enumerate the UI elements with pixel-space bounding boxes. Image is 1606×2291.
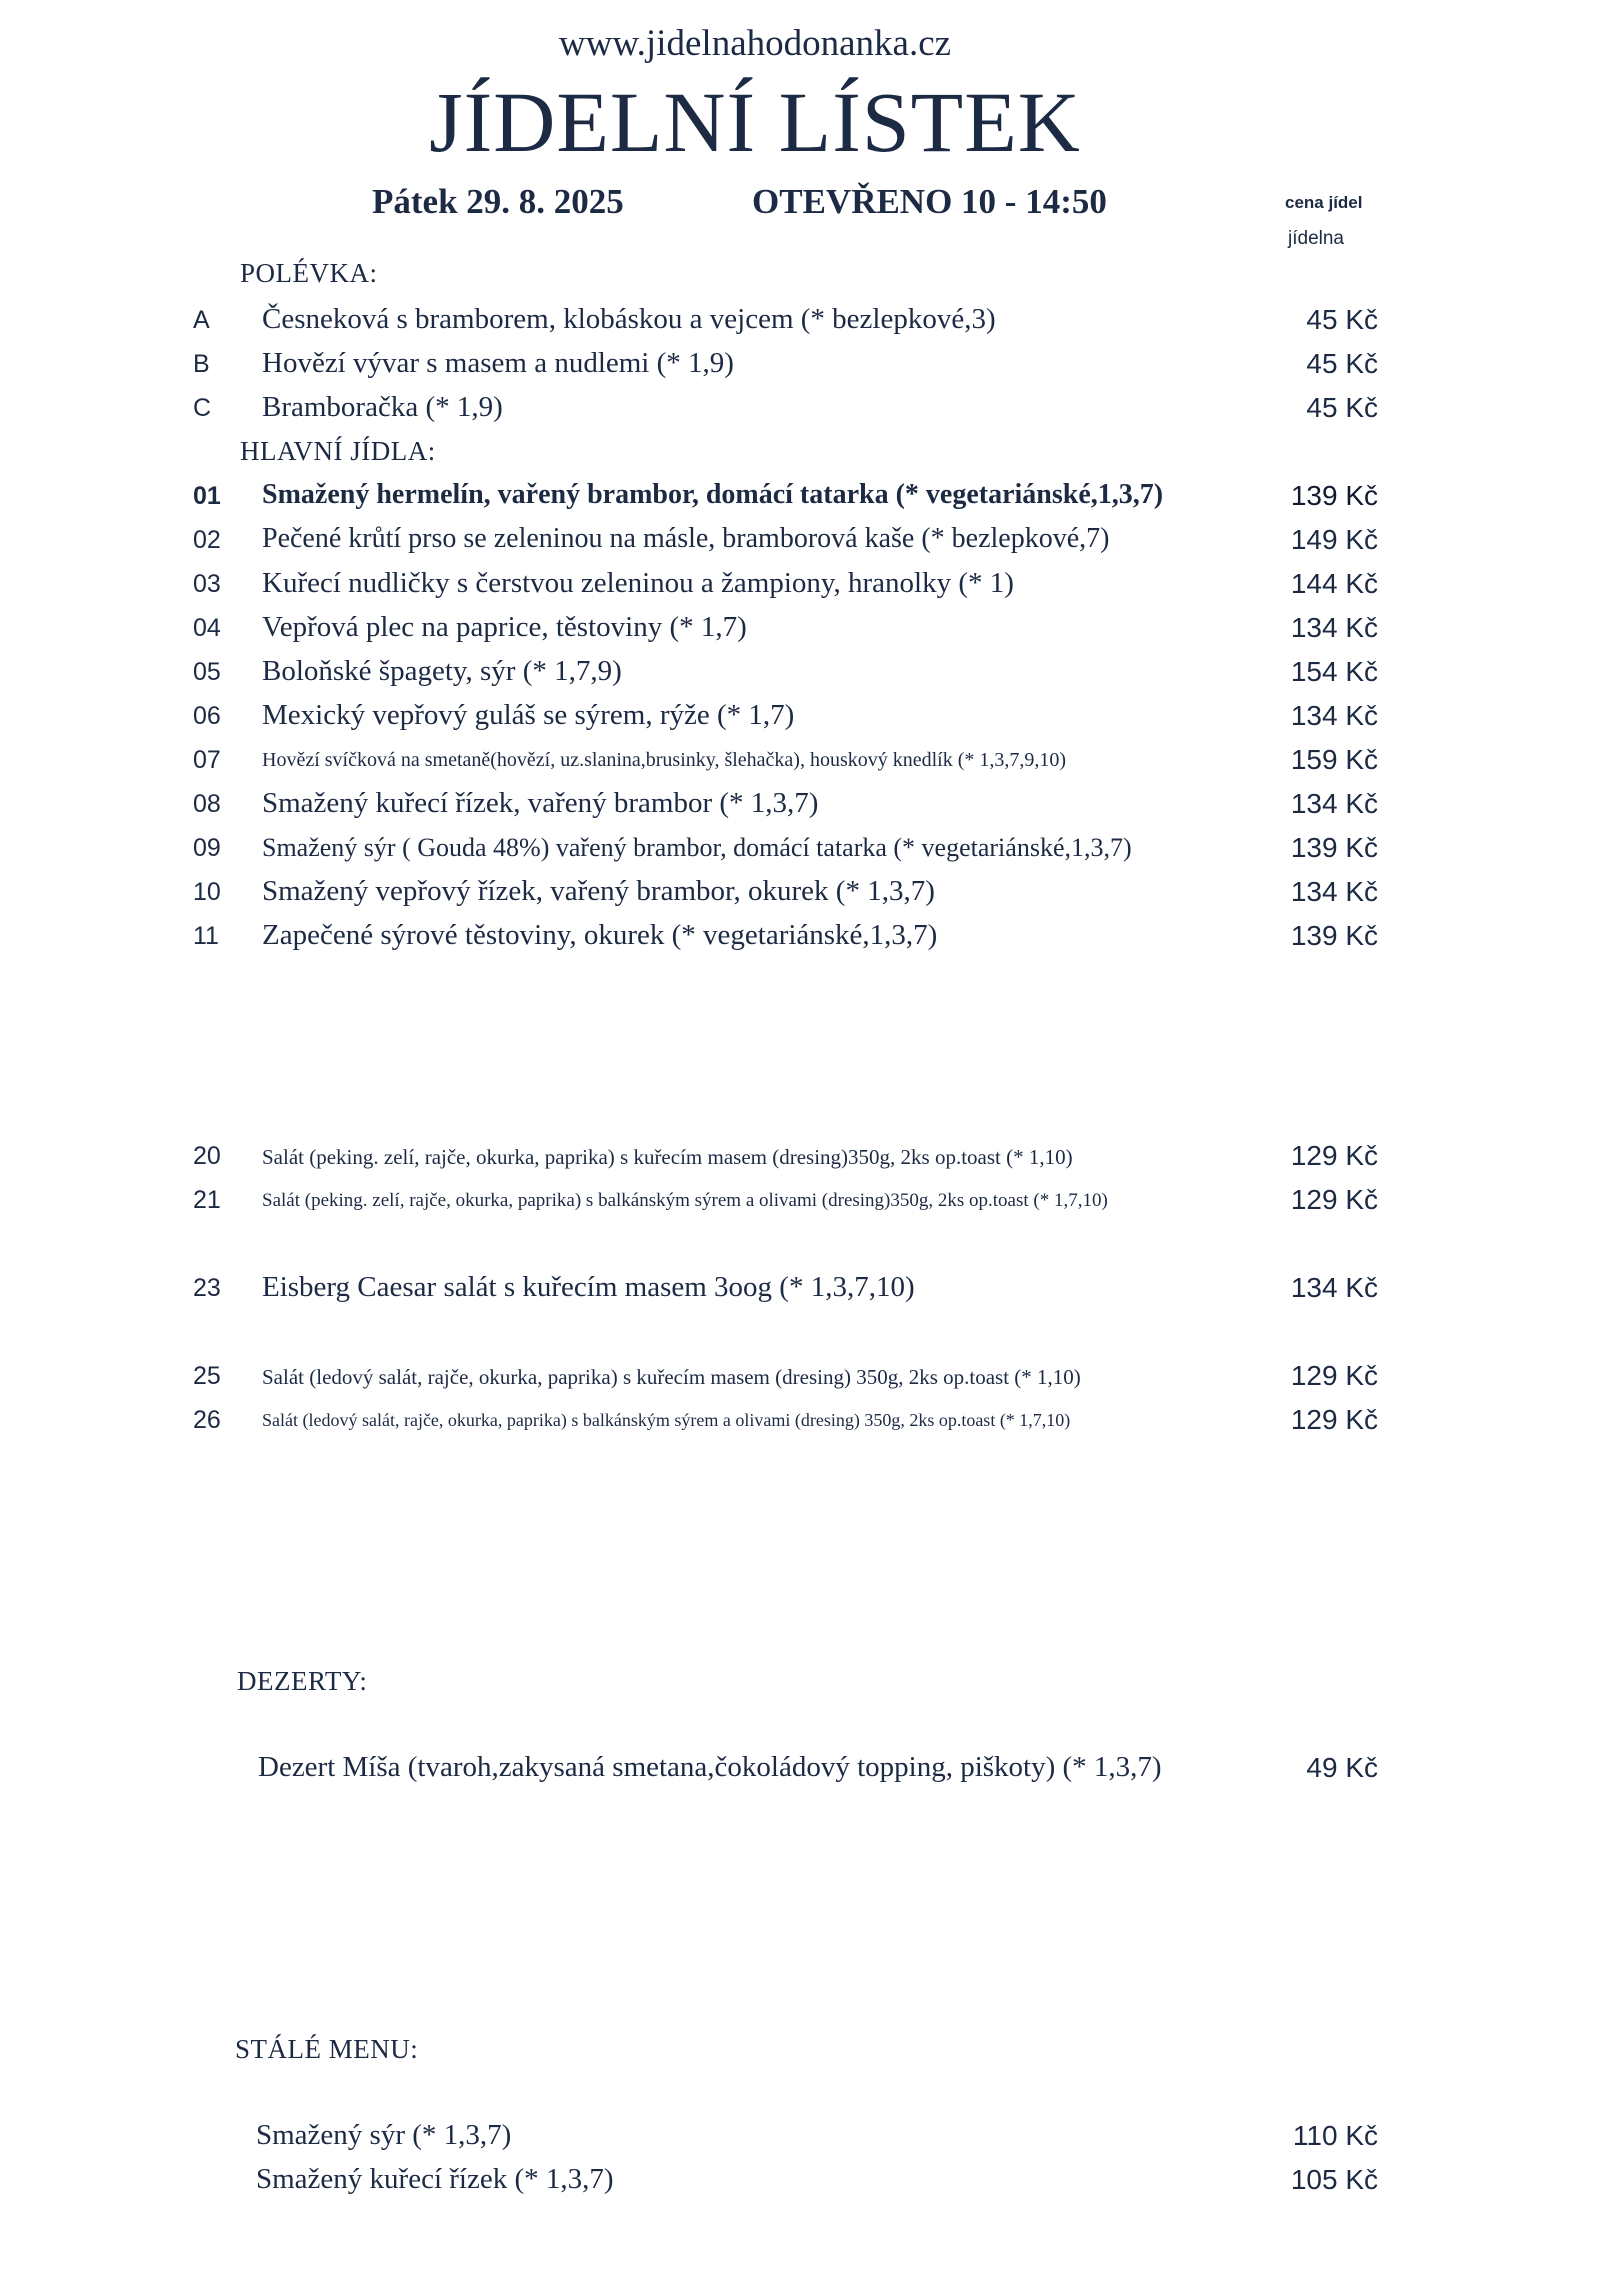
menu-item-salad-20 bbox=[0, 1138, 1606, 1178]
item-code: 07 bbox=[193, 746, 221, 774]
item-code: 21 bbox=[193, 1186, 221, 1214]
item-code: 05 bbox=[193, 658, 221, 686]
menu-item-main-01 bbox=[0, 478, 1606, 518]
item-code: B bbox=[193, 350, 210, 378]
menu-item-salad-23 bbox=[0, 1270, 1606, 1310]
item-name: Hovězí svíčková na smetaně(hovězí, uz.slanina,brusinky, šlehačka), houskový knedlík (* 1,3,7,9,10) bbox=[262, 749, 1067, 771]
item-code: 02 bbox=[193, 526, 221, 554]
item-code: 10 bbox=[193, 878, 221, 906]
item-code: 11 bbox=[193, 922, 219, 950]
item-name: Eisberg Caesar salát s kuřecím masem 3oog (* 1,3,7,10) bbox=[262, 1271, 915, 1303]
item-name: Smažený sýr (* 1,3,7) bbox=[256, 2119, 512, 2151]
menu-item-soup-b bbox=[0, 346, 1606, 386]
item-price: 134 Kč bbox=[1290, 700, 1378, 731]
price-column-label: cena jídel bbox=[1285, 193, 1363, 212]
menu-item-main-10 bbox=[0, 874, 1606, 914]
item-name: Pečené krůtí prso se zeleninou na másle, bramborová kaše (* bezlepkové,7) bbox=[262, 523, 1110, 554]
item-name: Mexický vepřový guláš se sýrem, rýže (* 1,7) bbox=[262, 699, 795, 731]
item-name: Salát (peking. zelí, rajče, okurka, paprika) s balkánským sýrem a olivami (dresing)350g, 2ks op.toast (* 1,7,10) bbox=[262, 1190, 1108, 1211]
item-price: 129 Kč bbox=[1290, 1404, 1378, 1435]
item-code: 20 bbox=[193, 1142, 221, 1170]
item-name: Hovězí vývar s masem a nudlemi (* 1,9) bbox=[262, 347, 734, 379]
menu-item-salad-25 bbox=[0, 1358, 1606, 1398]
item-price: 45 Kč bbox=[1306, 348, 1378, 379]
item-price: 49 Kč bbox=[1306, 1752, 1378, 1783]
item-price: 144 Kč bbox=[1290, 568, 1378, 599]
menu-item-standing-1 bbox=[0, 2118, 1606, 2158]
item-price: 154 Kč bbox=[1290, 656, 1378, 687]
menu-item-main-02 bbox=[0, 522, 1606, 562]
item-name: Zapečené sýrové těstoviny, okurek (* vegetariánské,1,3,7) bbox=[262, 919, 938, 951]
item-price: 134 Kč bbox=[1290, 612, 1378, 643]
item-name: Dezert Míša (tvaroh,zakysaná smetana,čokoládový topping, piškoty) (* 1,3,7) bbox=[258, 1751, 1162, 1783]
item-code: 04 bbox=[193, 614, 221, 642]
item-price: 110 Kč bbox=[1292, 2120, 1378, 2151]
item-name: Smažený kuřecí řízek (* 1,3,7) bbox=[256, 2163, 614, 2195]
item-name: Česneková s bramborem, klobáskou a vejcem (* bezlepkové,3) bbox=[262, 303, 996, 335]
item-code: 23 bbox=[193, 1274, 221, 1302]
item-code: A bbox=[193, 306, 210, 334]
menu-item-standing-2 bbox=[0, 2162, 1606, 2202]
menu-item-main-04 bbox=[0, 610, 1606, 650]
menu-item-dessert bbox=[0, 1750, 1606, 1790]
item-name: Kuřecí nudličky s čerstvou zeleninou a žampiony, hranolky (* 1) bbox=[262, 567, 1014, 599]
website-url: www.jidelnahodonanka.cz bbox=[558, 23, 952, 64]
menu-item-main-08 bbox=[0, 786, 1606, 826]
menu-item-main-11 bbox=[0, 918, 1606, 958]
item-code: C bbox=[193, 394, 212, 422]
item-name: Bramboračka (* 1,9) bbox=[262, 391, 503, 423]
opening-hours: OTEVŘENO 10 - 14:50 bbox=[752, 182, 1107, 221]
item-name: Smažený sýr ( Gouda 48%) vařený brambor, domácí tatarka (* vegetariánské,1,3,7) bbox=[262, 833, 1132, 862]
menu-item-main-05 bbox=[0, 654, 1606, 694]
item-price: 159 Kč bbox=[1290, 744, 1378, 775]
page-title: JÍDELNÍ LÍSTEK bbox=[429, 74, 1081, 170]
menu-item-salad-26 bbox=[0, 1402, 1606, 1442]
item-name: Salát (ledový salát, rajče, okurka, paprika) s balkánským sýrem a olivami (dresing) 350g, 2ks op.toast (* 1,7,10) bbox=[262, 1410, 1071, 1430]
menu-item-main-09 bbox=[0, 830, 1606, 870]
menu-item-soup-c bbox=[0, 390, 1606, 430]
item-code: 06 bbox=[193, 702, 221, 730]
item-price: 105 Kč bbox=[1290, 2164, 1378, 2195]
section-heading-soups: POLÉVKA: bbox=[240, 258, 378, 288]
section-heading-mains: HLAVNÍ JÍDLA: bbox=[240, 436, 436, 466]
item-price: 134 Kč bbox=[1290, 876, 1378, 907]
item-code: 08 bbox=[193, 790, 221, 818]
item-name: Vepřová plec na paprice, těstoviny (* 1,7) bbox=[262, 611, 747, 643]
item-name: Salát (ledový salát, rajče, okurka, paprika) s kuřecím masem (dresing) 350g, 2ks op.toast (* 1,10) bbox=[262, 1365, 1081, 1389]
item-price: 45 Kč bbox=[1306, 304, 1378, 335]
item-price: 129 Kč bbox=[1290, 1140, 1378, 1171]
item-price: 134 Kč bbox=[1290, 788, 1378, 819]
menu-item-main-07 bbox=[0, 742, 1606, 782]
item-name: Salát (peking. zelí, rajče, okurka, paprika) s kuřecím masem (dresing)350g, 2ks op.toast (* 1,10) bbox=[262, 1145, 1073, 1169]
item-name: Smažený kuřecí řízek, vařený brambor (* 1,3,7) bbox=[262, 787, 819, 819]
item-name: Smažený hermelín, vařený brambor, domácí tatarka (* vegetariánské,1,3,7) bbox=[262, 479, 1164, 510]
item-code: 09 bbox=[193, 834, 221, 862]
menu-item-soup-a bbox=[0, 302, 1606, 342]
item-name: Smažený vepřový řízek, vařený brambor, okurek (* 1,3,7) bbox=[262, 875, 935, 907]
item-price: 139 Kč bbox=[1290, 920, 1378, 951]
menu-date: Pátek 29. 8. 2025 bbox=[372, 182, 624, 221]
item-code: 01 bbox=[193, 482, 221, 510]
item-code: 25 bbox=[193, 1362, 221, 1390]
item-price: 149 Kč bbox=[1290, 524, 1378, 555]
item-price: 139 Kč bbox=[1290, 480, 1378, 511]
menu-item-main-06 bbox=[0, 698, 1606, 738]
item-code: 03 bbox=[193, 570, 221, 598]
item-price: 129 Kč bbox=[1290, 1184, 1378, 1215]
menu-item-salad-21 bbox=[0, 1182, 1606, 1222]
item-code: 26 bbox=[193, 1406, 221, 1434]
item-name: Boloňské špagety, sýr (* 1,7,9) bbox=[262, 655, 622, 687]
section-heading-desserts: DEZERTY: bbox=[237, 1666, 368, 1696]
menu-item-main-03 bbox=[0, 566, 1606, 606]
item-price: 139 Kč bbox=[1290, 832, 1378, 863]
section-heading-standing-menu: STÁLÉ MENU: bbox=[235, 2034, 419, 2064]
item-price: 45 Kč bbox=[1306, 392, 1378, 423]
price-column-sublabel: jídelna bbox=[1288, 228, 1344, 249]
item-price: 129 Kč bbox=[1290, 1360, 1378, 1391]
item-price: 134 Kč bbox=[1290, 1272, 1378, 1303]
